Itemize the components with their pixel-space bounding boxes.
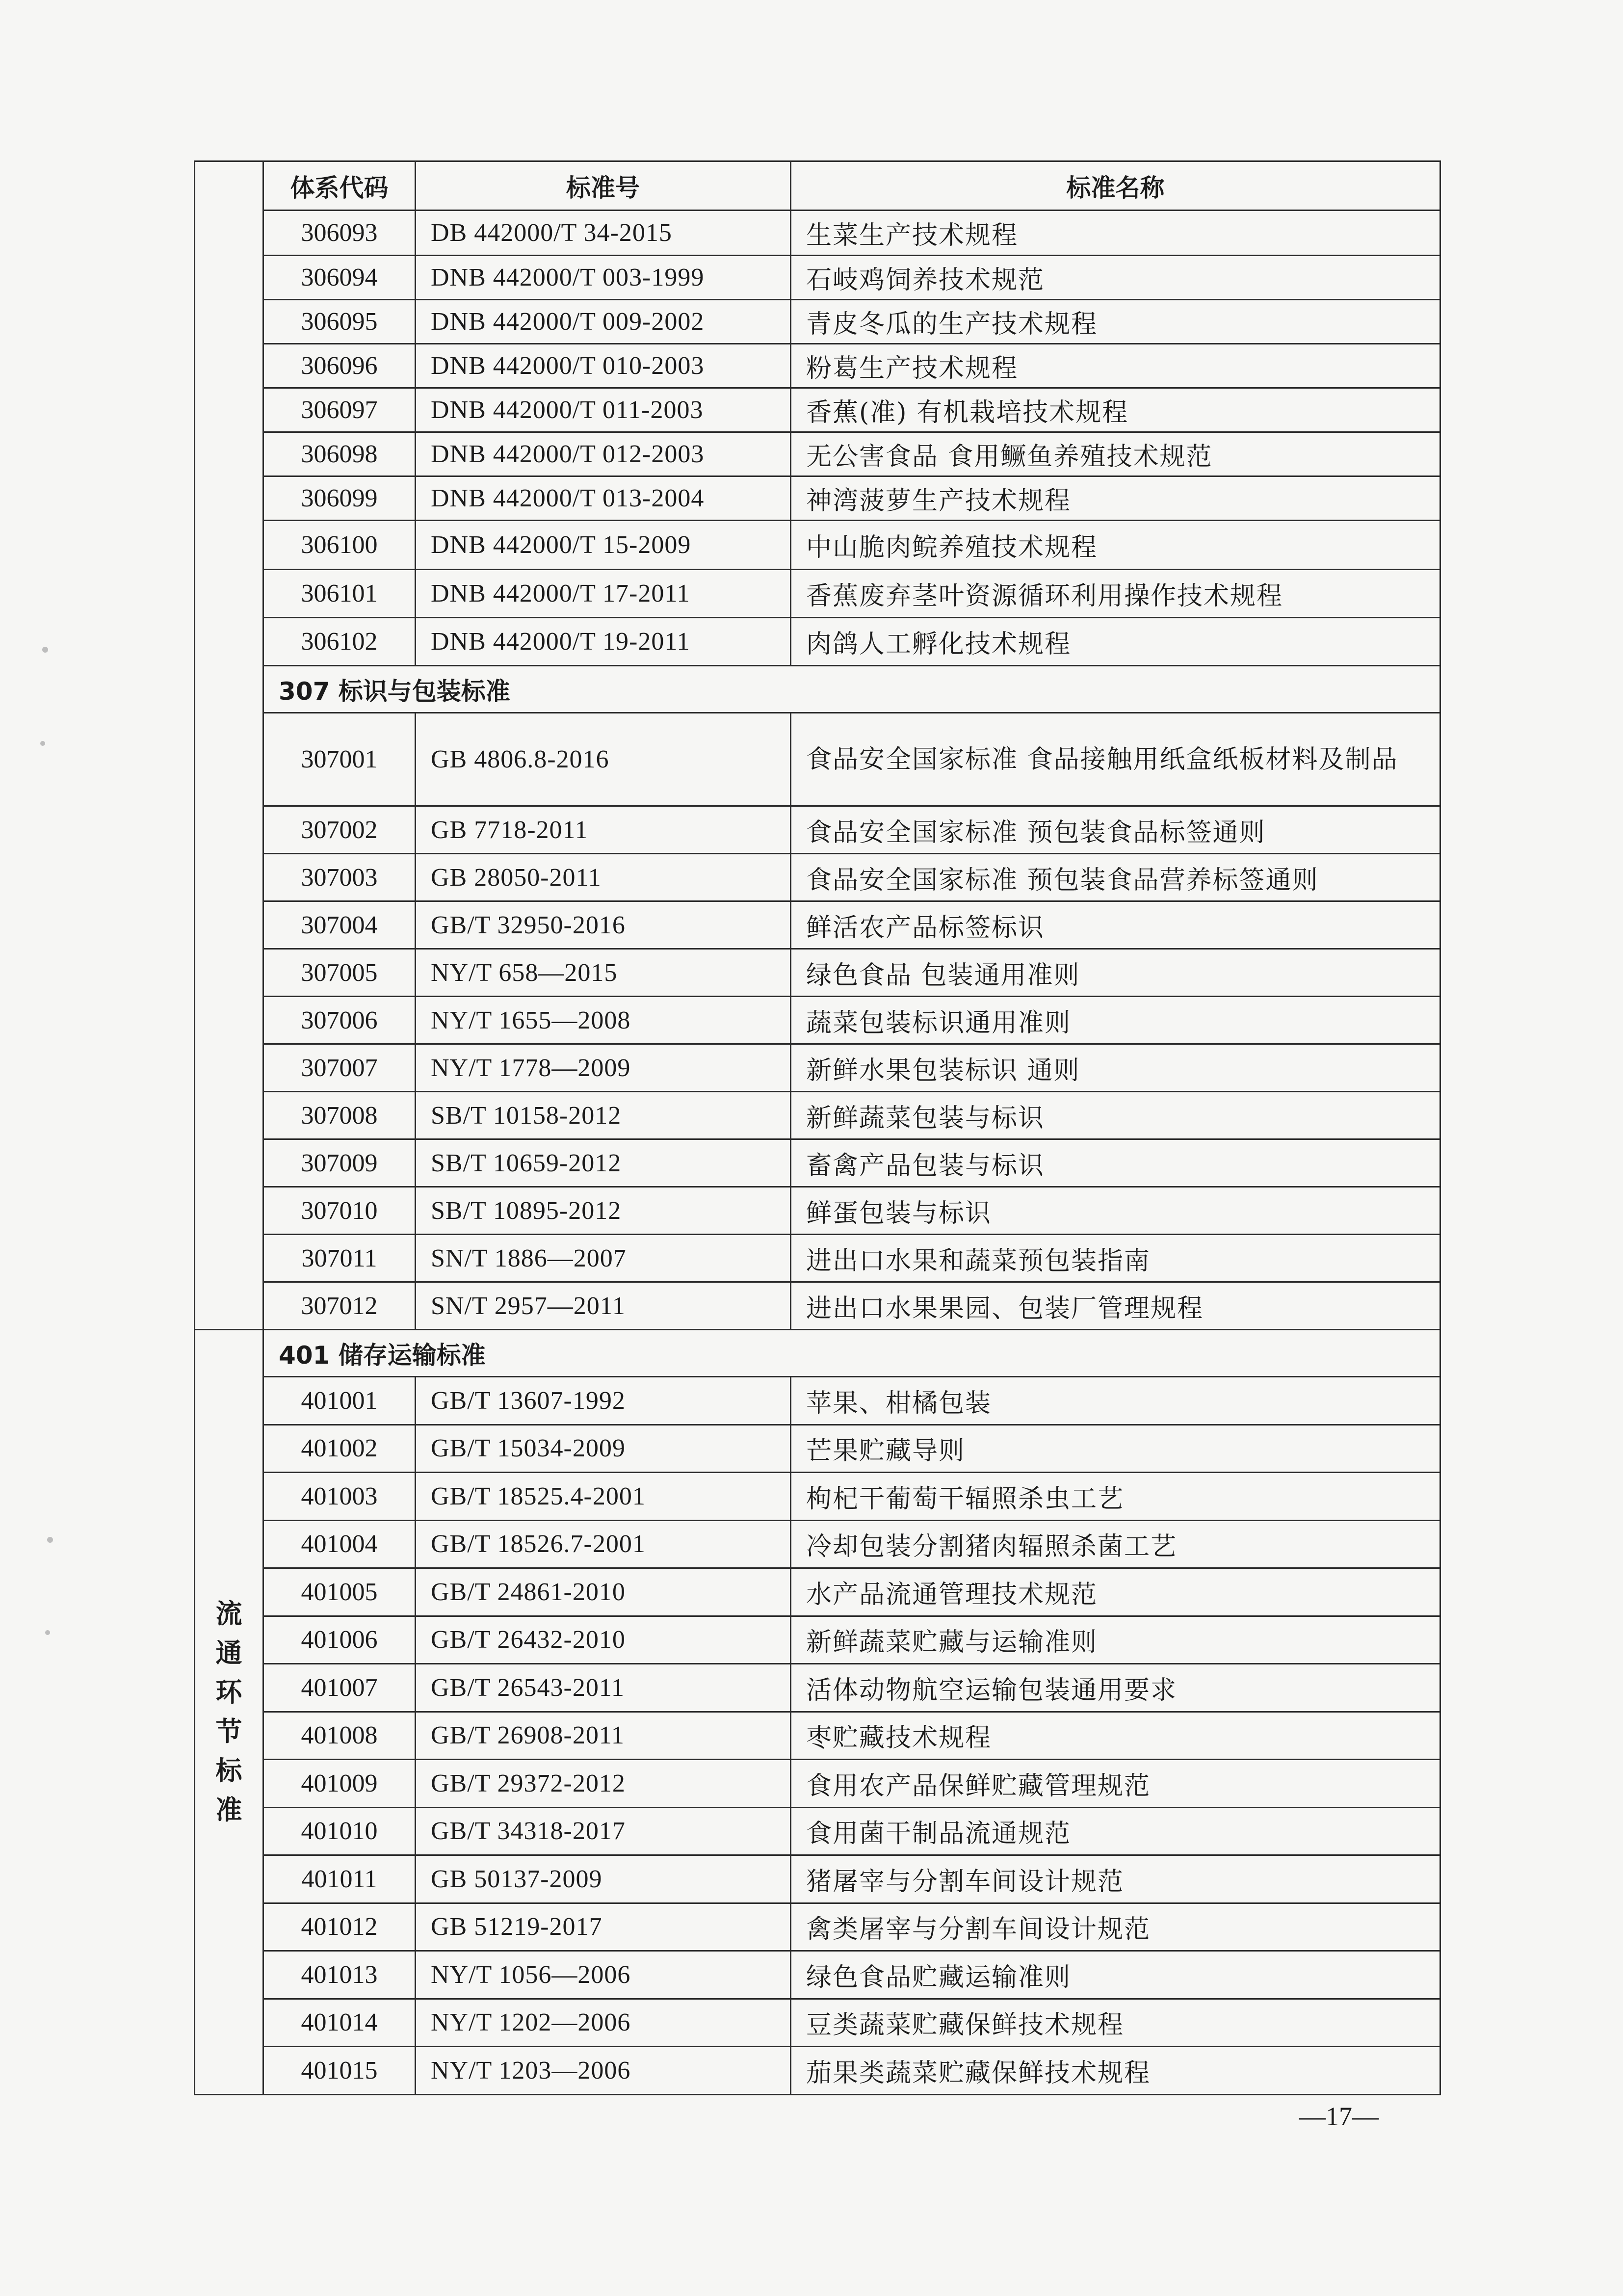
table-row xyxy=(195,388,1440,432)
standard-name: 中山脆肉鲩养殖技术规程 xyxy=(791,521,1440,570)
standard-number: GB 50137-2009 xyxy=(416,1855,791,1903)
standard-name: 绿色食品贮藏运输准则 xyxy=(791,1951,1440,1999)
side-category-char: 通 xyxy=(215,1637,242,1668)
section-row xyxy=(195,1330,1440,1377)
standard-code: 401002 xyxy=(263,1425,416,1473)
standard-number: SB/T 10158-2012 xyxy=(416,1092,791,1139)
side-category-empty xyxy=(195,161,263,1330)
standard-number: DNB 442000/T 010-2003 xyxy=(416,344,791,388)
standard-code: 401014 xyxy=(263,1999,416,2047)
standard-code: 401004 xyxy=(263,1520,416,1568)
standard-code: 307007 xyxy=(263,1044,416,1092)
standard-name: 枸杞干葡萄干辐照杀虫工艺 xyxy=(791,1473,1440,1521)
standard-code: 306101 xyxy=(263,570,416,618)
standard-code: 401005 xyxy=(263,1568,416,1616)
table-row xyxy=(195,1664,1440,1712)
standard-code: 306100 xyxy=(263,521,416,570)
header-number: 标准号 xyxy=(416,161,791,211)
standard-number: SN/T 2957—2011 xyxy=(416,1282,791,1330)
standard-number: SB/T 10895-2012 xyxy=(416,1187,791,1235)
table-row xyxy=(195,432,1440,476)
standard-code: 401011 xyxy=(263,1855,416,1903)
table-row xyxy=(195,256,1440,300)
standard-name: 石岐鸡饲养技术规范 xyxy=(791,256,1440,300)
table-row xyxy=(195,1951,1440,1999)
standard-number: NY/T 658—2015 xyxy=(416,949,791,997)
standard-name: 无公害食品 食用鳜鱼养殖技术规范 xyxy=(791,432,1440,476)
standard-code: 307012 xyxy=(263,1282,416,1330)
table-row xyxy=(195,1807,1440,1855)
table-row xyxy=(195,1139,1440,1187)
table-row xyxy=(195,1235,1440,1282)
header-name: 标准名称 xyxy=(791,161,1440,211)
standard-code: 307004 xyxy=(263,901,416,949)
standard-number: GB/T 32950-2016 xyxy=(416,901,791,949)
standard-number: NY/T 1655—2008 xyxy=(416,997,791,1044)
standard-code: 306095 xyxy=(263,300,416,344)
standard-name: 香蕉(准) 有机栽培技术规程 xyxy=(791,388,1440,432)
table-row xyxy=(195,806,1440,854)
standard-name: 食品安全国家标准 食品接触用纸盒纸板材料及制品 xyxy=(791,713,1440,806)
standard-code: 307011 xyxy=(263,1235,416,1282)
standard-code: 401006 xyxy=(263,1616,416,1664)
standard-name: 食品安全国家标准 预包装食品营养标签通则 xyxy=(791,854,1440,901)
standard-name: 苹果、柑橘包装 xyxy=(791,1377,1440,1425)
table-row xyxy=(195,618,1440,666)
standard-code: 307009 xyxy=(263,1139,416,1187)
standard-code: 307010 xyxy=(263,1187,416,1235)
standard-name: 新鲜蔬菜贮藏与运输准则 xyxy=(791,1616,1440,1664)
standard-number: DNB 442000/T 011-2003 xyxy=(416,388,791,432)
table-row xyxy=(195,1425,1440,1473)
standard-number: DNB 442000/T 19-2011 xyxy=(416,618,791,666)
standard-code: 307008 xyxy=(263,1092,416,1139)
standards-table-body xyxy=(195,161,1440,2095)
standard-code: 306099 xyxy=(263,476,416,521)
standard-number: GB 7718-2011 xyxy=(416,806,791,854)
standard-name: 鲜蛋包装与标识 xyxy=(791,1187,1440,1235)
standard-number: DNB 442000/T 009-2002 xyxy=(416,300,791,344)
table-row xyxy=(195,713,1440,806)
standard-number: DNB 442000/T 17-2011 xyxy=(416,570,791,618)
standard-code: 401013 xyxy=(263,1951,416,1999)
standard-number: SB/T 10659-2012 xyxy=(416,1139,791,1187)
standard-name: 新鲜蔬菜包装与标识 xyxy=(791,1092,1440,1139)
standard-code: 306102 xyxy=(263,618,416,666)
standard-name: 香蕉废弃茎叶资源循环利用操作技术规程 xyxy=(791,570,1440,618)
standard-number: DNB 442000/T 013-2004 xyxy=(416,476,791,521)
section-heading: 307 标识与包装标准 xyxy=(263,666,1440,713)
standard-name: 冷却包装分割猪肉辐照杀菌工艺 xyxy=(791,1520,1440,1568)
standard-code: 307005 xyxy=(263,949,416,997)
standard-number: DB 442000/T 34-2015 xyxy=(416,211,791,256)
standard-name: 枣贮藏技术规程 xyxy=(791,1712,1440,1760)
standard-name: 粉葛生产技术规程 xyxy=(791,344,1440,388)
table-row xyxy=(195,570,1440,618)
standard-name: 食用菌干制品流通规范 xyxy=(791,1807,1440,1855)
scan-speck xyxy=(42,647,48,653)
standard-name: 茄果类蔬菜贮藏保鲜技术规程 xyxy=(791,2047,1440,2095)
standard-number: GB/T 26908-2011 xyxy=(416,1712,791,1760)
standard-name: 蔬菜包装标识通用准则 xyxy=(791,997,1440,1044)
standard-name: 进出口水果和蔬菜预包装指南 xyxy=(791,1235,1440,1282)
standard-number: NY/T 1203—2006 xyxy=(416,2047,791,2095)
table-row xyxy=(195,1855,1440,1903)
standard-code: 306097 xyxy=(263,388,416,432)
table-row xyxy=(195,1473,1440,1521)
standard-name: 神湾菠萝生产技术规程 xyxy=(791,476,1440,521)
standard-code: 401009 xyxy=(263,1760,416,1808)
side-category-label xyxy=(195,1330,263,2095)
section-heading: 401 储存运输标准 xyxy=(263,1330,1440,1377)
standard-number: GB/T 18526.7-2001 xyxy=(416,1520,791,1568)
standard-number: GB/T 24861-2010 xyxy=(416,1568,791,1616)
standard-code: 401001 xyxy=(263,1377,416,1425)
standard-name: 肉鸽人工孵化技术规程 xyxy=(791,618,1440,666)
standard-number: GB 28050-2011 xyxy=(416,854,791,901)
standard-code: 307006 xyxy=(263,997,416,1044)
standard-code: 401012 xyxy=(263,1903,416,1951)
table-row xyxy=(195,476,1440,521)
side-category-char: 流 xyxy=(215,1598,242,1629)
standard-name: 禽类屠宰与分割车间设计规范 xyxy=(791,1903,1440,1951)
table-row xyxy=(195,211,1440,256)
table-row xyxy=(195,300,1440,344)
standard-number: GB/T 29372-2012 xyxy=(416,1760,791,1808)
standard-code: 306098 xyxy=(263,432,416,476)
side-category-char: 节 xyxy=(215,1715,242,1747)
standard-code: 307002 xyxy=(263,806,416,854)
table-row xyxy=(195,997,1440,1044)
table-row xyxy=(195,1903,1440,1951)
header-code: 体系代码 xyxy=(263,161,416,211)
standard-name: 青皮冬瓜的生产技术规程 xyxy=(791,300,1440,344)
standard-code: 306096 xyxy=(263,344,416,388)
standard-number: DNB 442000/T 012-2003 xyxy=(416,432,791,476)
standard-name: 食用农产品保鲜贮藏管理规范 xyxy=(791,1760,1440,1808)
standard-name: 食品安全国家标准 预包装食品标签通则 xyxy=(791,806,1440,854)
side-category-char: 标 xyxy=(215,1755,242,1786)
standard-name: 新鲜水果包装标识 通则 xyxy=(791,1044,1440,1092)
standard-number: GB/T 26432-2010 xyxy=(416,1616,791,1664)
standard-code: 401007 xyxy=(263,1664,416,1712)
standard-code: 306093 xyxy=(263,211,416,256)
standard-name: 芒果贮藏导则 xyxy=(791,1425,1440,1473)
header-row xyxy=(195,161,1440,211)
table-row xyxy=(195,1044,1440,1092)
standard-number: GB/T 34318-2017 xyxy=(416,1807,791,1855)
standard-number: NY/T 1056—2006 xyxy=(416,1951,791,1999)
standard-number: GB 4806.8-2016 xyxy=(416,713,791,806)
standard-number: DNB 442000/T 003-1999 xyxy=(416,256,791,300)
standard-number: GB/T 15034-2009 xyxy=(416,1425,791,1473)
scan-speck xyxy=(47,1537,53,1543)
standard-code: 307001 xyxy=(263,713,416,806)
standard-name: 豆类蔬菜贮藏保鲜技术规程 xyxy=(791,1999,1440,2047)
table-row xyxy=(195,1760,1440,1808)
scan-speck xyxy=(40,741,45,746)
table-row xyxy=(195,1187,1440,1235)
standard-name: 进出口水果果园、包装厂管理规程 xyxy=(791,1282,1440,1330)
standard-code: 401008 xyxy=(263,1712,416,1760)
standard-name: 水产品流通管理技术规范 xyxy=(791,1568,1440,1616)
standard-number: DNB 442000/T 15-2009 xyxy=(416,521,791,570)
standard-number: GB/T 26543-2011 xyxy=(416,1664,791,1712)
table-row xyxy=(195,901,1440,949)
table-row xyxy=(195,344,1440,388)
table-row xyxy=(195,1520,1440,1568)
standards-table xyxy=(194,160,1441,2095)
standard-name: 鲜活农产品标签标识 xyxy=(791,901,1440,949)
page-number: —17— xyxy=(1299,2102,1379,2131)
standard-number: GB/T 18525.4-2001 xyxy=(416,1473,791,1521)
scan-speck xyxy=(45,1630,50,1635)
section-row xyxy=(195,666,1440,713)
table-row xyxy=(195,1616,1440,1664)
standard-code: 307003 xyxy=(263,854,416,901)
standard-name: 生菜生产技术规程 xyxy=(791,211,1440,256)
standard-name: 畜禽产品包装与标识 xyxy=(791,1139,1440,1187)
table-row xyxy=(195,1092,1440,1139)
table-row xyxy=(195,2047,1440,2095)
standard-code: 306094 xyxy=(263,256,416,300)
table-row xyxy=(195,949,1440,997)
standard-name: 活体动物航空运输包装通用要求 xyxy=(791,1664,1440,1712)
table-row xyxy=(195,1999,1440,2047)
standard-code: 401015 xyxy=(263,2047,416,2095)
standard-number: GB 51219-2017 xyxy=(416,1903,791,1951)
table-row xyxy=(195,854,1440,901)
standard-name: 绿色食品 包装通用准则 xyxy=(791,949,1440,997)
table-row xyxy=(195,1282,1440,1330)
table-row xyxy=(195,1568,1440,1616)
side-category-char: 环 xyxy=(215,1676,242,1708)
standard-code: 401010 xyxy=(263,1807,416,1855)
table-row xyxy=(195,1377,1440,1425)
standard-number: NY/T 1778—2009 xyxy=(416,1044,791,1092)
standard-number: SN/T 1886—2007 xyxy=(416,1235,791,1282)
side-category-char: 准 xyxy=(215,1794,242,1825)
standard-name: 猪屠宰与分割车间设计规范 xyxy=(791,1855,1440,1903)
table-row xyxy=(195,1712,1440,1760)
standard-number: GB/T 13607-1992 xyxy=(416,1377,791,1425)
standard-number: NY/T 1202—2006 xyxy=(416,1999,791,2047)
table-row xyxy=(195,521,1440,570)
standard-code: 401003 xyxy=(263,1473,416,1521)
